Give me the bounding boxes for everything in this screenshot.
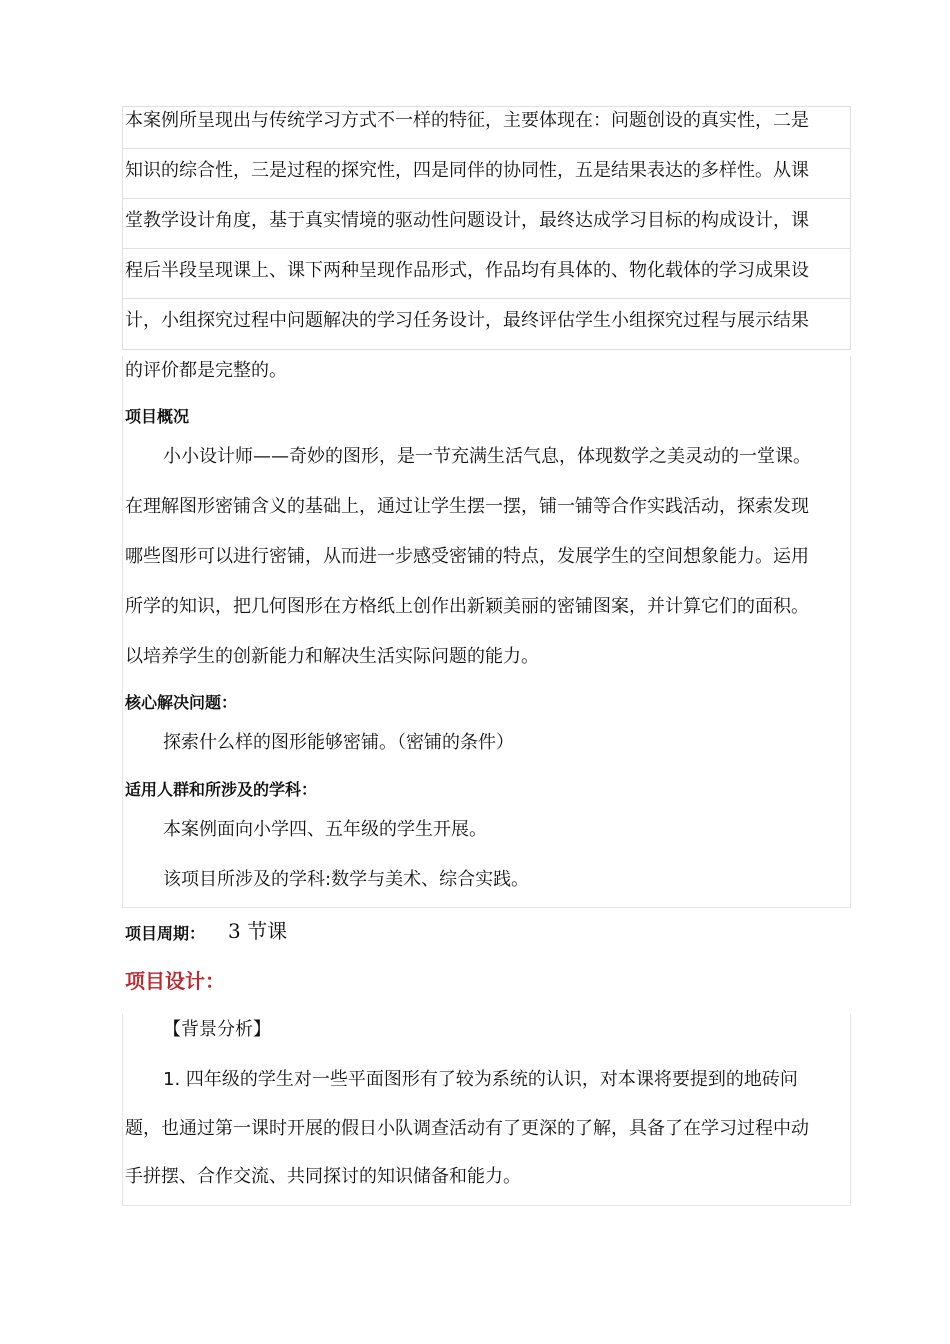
background-line: 1. 四年级的学生对一些平面图形有了较为系统的认识，对本课将要提到的地砖问	[163, 1069, 798, 1090]
intro-line: 知识的综合性，三是过程的探究性，四是同伴的协同性，五是结果表达的多样性。从课	[125, 160, 809, 181]
table-rule	[122, 198, 851, 199]
intro-line: 程后半段呈现课上、课下两种呈现作品形式，作品均有具体的、物化载体的学习成果设	[125, 260, 809, 281]
intro-line: 计，小组探究过程中问题解决的学习任务设计，最终评估学生小组探究过程与展示结果	[125, 310, 809, 331]
table-rule	[122, 248, 851, 249]
intro-line: 堂教学设计角度，基于真实情境的驱动性问题设计，最终达成学习目标的构成设计，课	[125, 210, 809, 231]
period-label: 项目周期：	[125, 924, 206, 943]
intro-line: 的评价都是完整的。	[125, 360, 287, 381]
background-heading: 【背景分析】	[163, 1019, 271, 1040]
table-rule	[122, 298, 851, 299]
overview-line: 小小设计师——奇妙的图形，是一节充满生活气息，体现数学之美灵动的一堂课。	[163, 446, 811, 467]
overview-line: 以培养学生的创新能力和解决生活实际问题的能力。	[125, 646, 539, 667]
core-text: 探索什么样的图形能够密铺。（密铺的条件）	[163, 732, 514, 753]
background-line: 手拼摆、合作交流、共同探讨的知识储备和能力。	[125, 1166, 521, 1187]
core-heading: 核心解决问题：	[125, 693, 238, 712]
period-value: 3 节课	[228, 919, 288, 943]
background-line: 题，也通过第一课时开展的假日小队调查活动有了更深的了解，具备了在学习过程中动	[125, 1118, 809, 1139]
overview-line: 哪些图形可以进行密铺，从而进一步感受密铺的特点，发展学生的空间想象能力。运用	[125, 546, 809, 567]
audience-line: 该项目所涉及的学科:数学与美术、综合实践。	[163, 869, 530, 890]
overview-line: 所学的知识，把几何图形在方格纸上创作出新颖美丽的密铺图案，并计算它们的面积。	[125, 596, 809, 617]
table-rule	[122, 148, 851, 149]
overview-heading: 项目概况	[125, 407, 190, 426]
design-heading: 项目设计：	[125, 969, 225, 993]
audience-line: 本案例面向小学四、五年级的学生开展。	[163, 819, 487, 840]
overview-line: 在理解图形密铺含义的基础上，通过让学生摆一摆，铺一铺等合作实践活动，探索发现	[125, 496, 809, 517]
intro-line: 本案例所呈现出与传统学习方式不一样的特征，主要体现在：问题创设的真实性，二是	[125, 110, 809, 131]
audience-heading: 适用人群和所涉及的学科：	[125, 780, 318, 799]
